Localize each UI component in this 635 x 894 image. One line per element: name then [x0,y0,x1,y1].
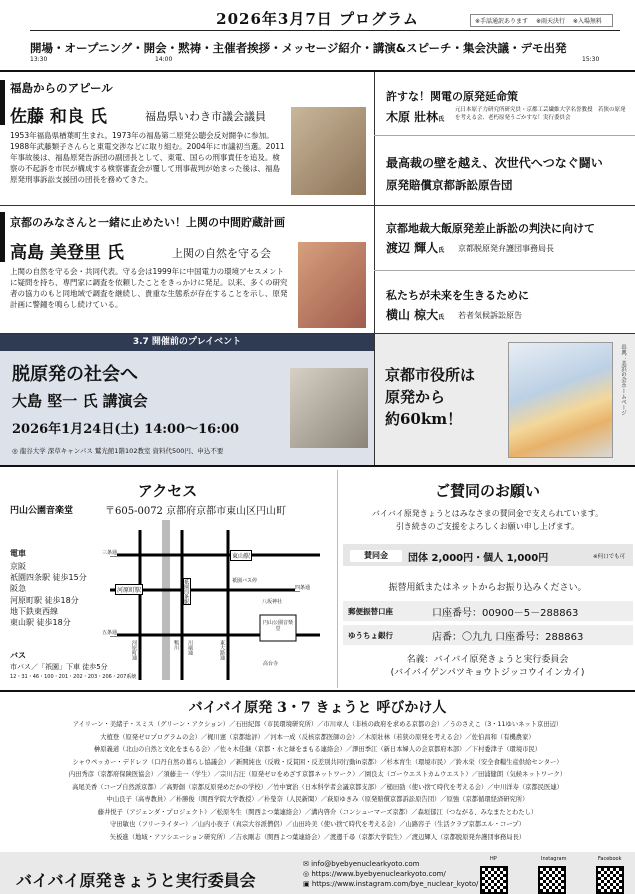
postal-value: 口座番号：00900－5－288863 [432,608,579,619]
transfer-note: 振替用紙またはネットからお振り込みください。 [388,583,587,593]
qr-hp[interactable] [480,866,508,894]
accent-bar [0,212,5,262]
caller-line: シャウペッカー・デドレフ（口丹自然の暮らし協議会）／新開純也（反戦・反貧困・反差別共同行動in京都）／杉本育生（環境市民）／鈴木栄（安全食糧生産供給センター） [72,758,563,766]
venue-address: 〒605-0072 京都府京都市東山区円山町 [105,506,287,517]
rspeaker3-name: 渡辺 輝人氏 [386,241,445,255]
map-gojo: 五条通 [102,630,118,636]
header-notes [470,14,613,27]
bus-heading: バス [10,651,26,660]
schedule-text: 開場・オープニング・開会・黙祷・主催者挨拶・メッセージ紹介・講演&スピーチ・集会決議・デモ出発 [30,41,567,55]
mail-icon: ✉ [303,860,309,868]
speaker1-lead: 福島からのアピール [10,81,113,95]
map-sanjo: 三条通 [102,550,118,556]
program-title: 2026年3月7日 プログラム [216,10,419,28]
divider [337,470,338,688]
qr-label-facebook: Facebook [598,856,622,862]
pre-event-title: 脱原発の社会へ [12,364,138,385]
qr-instagram[interactable] [538,866,566,894]
map-kamogawa: 鴨川 [173,640,179,650]
map-gion-bus: 祇園バス停 [232,578,258,584]
divider [374,205,635,206]
map-venue: 円山公園音楽堂 [262,620,293,632]
map-higashioji: 東大路通 [219,640,225,660]
nuclear-map-image [508,342,613,458]
map-yasaka: 八坂神社 [262,599,283,605]
footer-insta[interactable]: https://www.instagram.com/bye_nuclear_kyoto/ [311,879,479,888]
rspeaker1-title: 許すな！関電の原発延命策 [386,90,518,103]
qr-label-hp: HP [490,856,497,862]
yucho-label: ゆうちょ銀行 [348,631,393,640]
divider [0,205,374,206]
accent-bar [0,80,5,125]
map-kawaramachi-station: 河原町駅 [115,584,143,595]
callers-heading: バイバイ原発 3・7 きょうと 呼びかけ人 [188,700,447,716]
divider [374,135,635,136]
pre-event-banner: 3.7 開催前のプレイベント [0,334,374,351]
time-start: 14:00 [155,56,173,63]
speaker2-lead: 京都のみなさんと一緒に止めたい！上関の中間貯蔵計画 [10,216,285,229]
qr-facebook[interactable] [596,866,624,894]
yucho-value: 店番：〇九九 口座番号：288863 [432,632,584,643]
caller-line: アイリーン・美緒子・スミス（グリーン・アクション）／石田紀郎（市民環境研究所）／市川章人（非核の政府を求める京都の会）／うのさえこ（3・11ゆいネット京田辺） [72,721,563,728]
note-free: ※入場無料 [572,18,602,25]
rspeaker4-name: 横山 椋大氏 [386,308,445,322]
caller-line: 矢板進（地域・アソシエーション研究所）／吉永剛志（関西よつ葉連絡会）／渡邊千尋（京都大学院生）／渡辺輝人（京都脱原発弁護団事務局長） [109,833,526,841]
bus-line2: 12・31・46・100・201・202・203・206・207系統 [10,674,137,680]
divider [374,270,635,271]
map-kawabata: 川端通 [187,640,193,655]
caller-line: 高尾美香（コープ自然派京都）／高野創（京都反原発めだかの学校）／竹中實治（日本科学者会議京都支部）／槌田劭（使い捨て時代を考える会）／中川洋寿（京都民医連） [72,783,563,791]
time-demo: 15:30 [582,56,600,63]
map-kodaiji: 高台寺 [263,661,279,667]
map-higashiyama-station: 東山駅 [230,550,252,561]
caller-line: 榊原義道（北山の自然と文化をまもる会）／佐々木佳継（京都・水と緑をまもる連絡会）／澤田季江（新日本婦人の会京都府本部）／下村委津子（環境市民） [93,746,542,753]
distance-text: 京都市役所は 原発から 約60km！ [385,366,476,428]
pre-event-speaker: 大島 堅一 氏 講演会 [12,392,148,410]
train-lines: 京阪 祇園四条駅 徒歩15分 阪急 河原町駅 徒歩18分 地下鉄東西線 東山駅 徒歩18分 [10,562,87,627]
speaker1-photo [291,107,366,195]
speaker2-bio: 上関の自然を守る会・共同代表。守る会は1999年に中国電力の環境アセスメントに疑問を持ち、専門家に調査を依頼したことをきっかけに発足。以来、多くの研究者の協力のもと同地域で調査を継続し、貴重な生態系が存在することを示し、原発計画に警鐘を鳴らし続けている。 [10,267,288,309]
speaker1-affil: 福島県いわき市議会議員 [145,110,266,123]
map-shijo: 四条通 [295,585,311,591]
map-gion-shijo-station: 祇園四条駅 [183,579,189,604]
footer-web[interactable]: https://www.byebyenuclearkyoto.com/ [311,869,446,878]
note-sign-language: ※手話通訳あります [475,18,529,25]
venue-name: 円山公園音楽堂 [10,506,74,516]
caller-line: 中山良子（高専教員）／朴勝俊（関西学院大学教授）／朴瑩奈（人民新聞）／萩原ゆきみ（原発賠償京都訴訟原告団）／原強（京都循環経済研究所） [106,796,529,803]
pre-event-venue: ◎ 龍谷大学 深草キャンパス 鷲光館1階102教室 資料代500円、申込不要 [12,447,224,455]
access-map [100,520,330,680]
account-holder: 名義：バイバイ原発きょうと実行委員会 (バイバイゲンパツキョウトジッコウイインカイ) [390,655,585,678]
callers-list [4,719,631,844]
rspeaker2-title: 最高裁の壁を越え、次世代へつなぐ闘い [386,156,603,170]
speaker1-name: 佐藤 和良 氏 [10,107,107,127]
rspeaker3-title: 京都地裁大飯原発差止訴訟の判決に向けて [386,222,595,235]
speaker2-photo [298,242,366,328]
rspeaker4-title: 私たちが未来を生きるために [386,289,529,302]
divider [0,690,635,692]
rspeaker1-name: 木原 壯林氏 [386,110,445,124]
qr-label-instagram: Instagram [541,856,567,862]
footer-org: バイバイ原発きょうと実行委員会 [16,871,256,890]
pre-event-photo [290,368,368,448]
time-open: 13:30 [30,56,48,63]
map-kawaramachi-dori: 河原町通 [131,640,137,660]
note-rain: ※雨天決行 [535,18,565,25]
divider [0,70,635,72]
fee-label: 賛同金 [350,550,402,562]
globe-icon: ◎ [303,869,310,878]
train-heading: 電車 [10,549,26,558]
schedule-line [30,30,620,31]
rspeaker2-name: 原発賠償京都訴訟原告団 [386,178,513,192]
support-heading: ご賛同のお願い [434,482,540,500]
divider [0,465,635,467]
speaker2-affil: 上関の自然を守る会 [172,247,271,260]
caller-line: 内田秀彦（京都府保険医協会）／須藤圭一（学生）／宗川吉汪（原発ゼロをめざす京都ネットワーク）／園良太（ゴーウエストカムウエスト）／田浦健朗（気候ネットワーク） [68,771,567,778]
caller-line: 守田敏也（フリーライター）／山内小夜子（真宗大谷派僧侶）／山田玲美（使い捨て時代を考える会）／山路容子（生活クラブ京都エル・コープ） [110,821,525,828]
fee-value: 団体 2,000円・個人 1,000円 [408,553,549,564]
caller-line: 大植登（原発ゼロプログラムの会）／梶川憲（京都総評）／河本一成（反核京都医師の会）／木原壯林（若狭の原発を考える会）／佐伯昌和（有機農家） [100,733,535,741]
footer-email[interactable]: info@byebyenuclearkyoto.com [311,860,420,868]
pre-event-date: 2026年1月24日(土) 14:00〜16:00 [12,422,240,437]
footer-contacts [303,860,478,889]
speaker2-name: 高島 美登里 氏 [10,243,124,263]
support-intro: バイバイ原発きょうとはみなさまの賛同金で支えられています。 引き続きのご支援をよろしくお願い申し上げます。 [371,509,604,531]
rspeaker3-affil: 京都脱原発弁護団事務局長 [458,244,554,253]
fee-note: ※何口でも可 [593,554,626,560]
caller-line: 藤井悦子（アジェンダ・プロジェクト）／松原冬生（関西よつ葉連絡会）／溝内啓介（コンシューマーズ京都）／森垣郁江（つながる、みなまたとわたし） [97,808,538,816]
instagram-icon: ▣ [303,879,310,888]
bus-line1: 市バス／「祇園」下車 徒歩5分 [10,663,108,671]
rspeaker4-affil: 若者気候訴訟原告 [458,311,522,320]
postal-label: 郵便振替口座 [348,607,393,616]
rspeaker1-affil: 元日本原子力研究所研究員・京都工芸繊維大学名誉教授 若狭の原発を考える会、老朽原発うごかすな！実行委員会 [455,107,626,122]
access-heading: アクセス [137,482,198,500]
speaker1-bio: 1953年福島県楢葉町生まれ。1973年の福島第二原発公聴会反対闘争に参加。1988年武藤類子さんらと東電交渉などに取り組む。2004年に市議初当選。2011年事故後は、福島原発告訴団の副団長として、東電、国らの刑事責任を追及。検察の不起訴を市民が構成する検察審査会が覆して刑事裁判が始まった後は、福島原発刑事訴訟支援団の団長を務めてきた。 [10,131,285,184]
map-credit: 出典：美浜の会ホームページ [620,344,626,416]
